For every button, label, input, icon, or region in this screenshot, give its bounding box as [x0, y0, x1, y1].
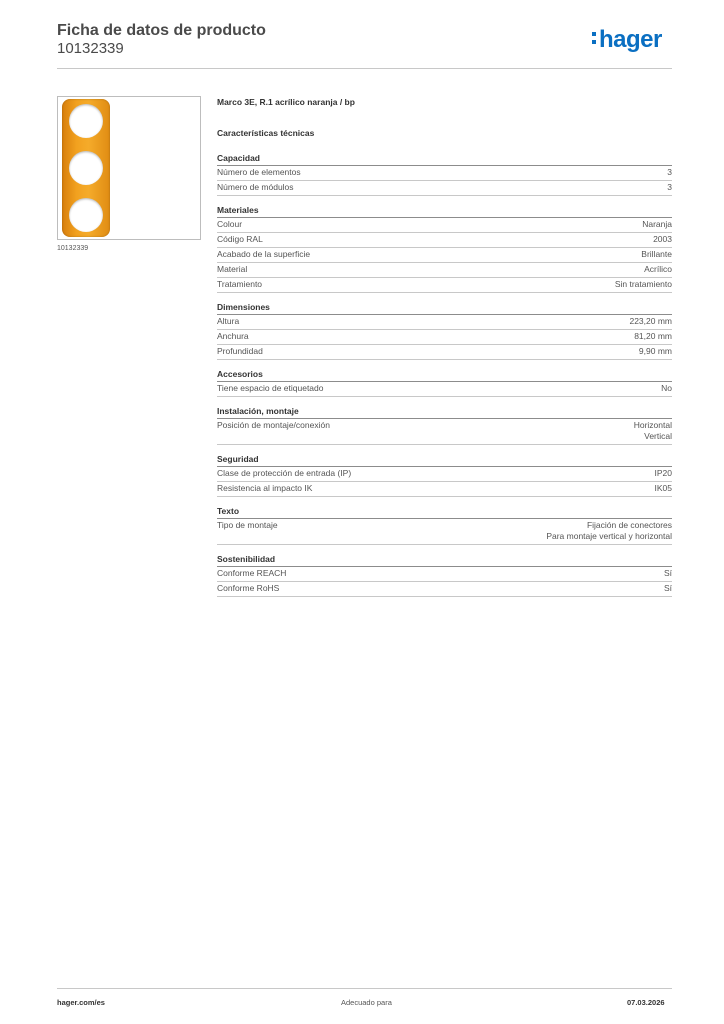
spec-value-line: Horizontal	[633, 420, 672, 430]
spec-row	[217, 315, 672, 330]
spec-group	[217, 506, 672, 545]
spec-value	[639, 346, 672, 357]
spec-row	[217, 567, 672, 582]
spec-value-line: Sin tratamiento	[614, 279, 672, 289]
spec-group	[217, 369, 672, 397]
spec-group-title: Instalación, montaje	[217, 406, 672, 419]
spec-row	[217, 482, 672, 497]
spec-group	[217, 406, 672, 445]
spec-label: Tratamiento	[217, 279, 263, 289]
spec-label: Colour	[217, 219, 243, 229]
spec-row	[217, 382, 672, 397]
spec-label: Tiene espacio de etiquetado	[217, 383, 324, 393]
spec-label: Conforme REACH	[217, 568, 287, 578]
spec-row	[217, 519, 672, 545]
spec-value	[634, 331, 672, 342]
spec-group	[217, 302, 672, 360]
spec-group-title: Texto	[217, 506, 672, 519]
spec-label: Altura	[217, 316, 240, 326]
spec-value	[655, 468, 673, 479]
technical-characteristics-heading: Características técnicas	[217, 128, 315, 138]
spec-value-line: Fijación de conectores	[586, 520, 672, 530]
spec-value	[655, 483, 673, 494]
spec-label: Código RAL	[217, 234, 263, 244]
spec-label: Profundidad	[217, 346, 263, 356]
spec-value-line: IP20	[654, 468, 672, 478]
spec-value	[667, 167, 672, 178]
spec-value-line: 81,20 mm	[634, 331, 672, 341]
plate-opening-2	[69, 151, 103, 185]
spec-value-line: Brillante	[641, 249, 672, 259]
spec-value	[653, 234, 672, 245]
spec-group-title: Materiales	[217, 205, 672, 218]
spec-label: Acabado de la superficie	[217, 249, 311, 259]
spec-row	[217, 330, 672, 345]
spec-group-title: Accesorios	[217, 369, 672, 382]
spec-value-line: 2003	[653, 234, 672, 244]
spec-row	[217, 467, 672, 482]
spec-value-line: Vertical	[644, 431, 672, 441]
spec-value	[642, 219, 672, 230]
spec-row	[217, 345, 672, 360]
spec-value	[629, 316, 672, 327]
header-divider	[57, 68, 672, 69]
spec-value-line: 3	[667, 182, 672, 192]
spec-label: Clase de protección de entrada (IP)	[217, 468, 352, 478]
spec-value-line: Acrílico	[644, 264, 672, 274]
spec-value	[615, 279, 672, 290]
spec-value	[634, 420, 672, 442]
product-image-caption: 10132339	[57, 245, 89, 252]
plate-opening-1	[69, 104, 103, 138]
spec-content	[217, 97, 672, 606]
spec-group	[217, 554, 672, 597]
footer-website: hager.com/es	[57, 998, 105, 1007]
footer-note: Adecuado para	[341, 998, 392, 1007]
spec-value	[667, 182, 672, 193]
product-title: Marco 3E, R.1 acrílico naranja / bp	[217, 97, 355, 107]
spec-group	[217, 454, 672, 497]
hager-logo	[592, 28, 662, 52]
logo-dots-icon	[592, 29, 597, 47]
spec-group-title: Sostenibilidad	[217, 554, 672, 567]
spec-groups	[217, 153, 672, 597]
product-code: 10132339	[57, 40, 124, 57]
spec-row	[217, 582, 672, 597]
spec-group-title: Dimensiones	[217, 302, 672, 315]
spec-value-line: Para montaje vertical y horizontal	[546, 531, 672, 541]
page-title: Ficha de datos de producto	[57, 22, 266, 39]
spec-row	[217, 181, 672, 196]
spec-row	[217, 248, 672, 263]
spec-row	[217, 233, 672, 248]
footer-divider	[57, 988, 672, 989]
spec-row	[217, 419, 672, 445]
spec-value-line: IK05	[654, 483, 672, 493]
plate-opening-3	[69, 198, 103, 232]
spec-value-line: Naranja	[642, 219, 672, 229]
spec-group	[217, 205, 672, 293]
spec-label: Conforme RoHS	[217, 583, 280, 593]
spec-row	[217, 278, 672, 293]
product-image-frame-plate	[62, 99, 110, 237]
spec-group-title: Seguridad	[217, 454, 672, 467]
spec-value-line: Sí	[663, 583, 672, 593]
spec-value	[644, 264, 672, 275]
logo-text: hager	[599, 26, 662, 53]
spec-value	[546, 520, 672, 542]
spec-label: Resistencia al impacto IK	[217, 483, 313, 493]
spec-row	[217, 263, 672, 278]
spec-row	[217, 166, 672, 181]
spec-value	[641, 249, 672, 260]
spec-label: Número de módulos	[217, 182, 294, 192]
spec-label: Número de elementos	[217, 167, 301, 177]
spec-value	[664, 583, 672, 594]
footer-date: 07.03.2026	[627, 998, 665, 1007]
spec-label: Tipo de montaje	[217, 520, 278, 530]
spec-value-line: Sí	[663, 568, 672, 578]
spec-label: Posición de montaje/conexión	[217, 420, 330, 430]
spec-row	[217, 218, 672, 233]
spec-value-line: 3	[667, 167, 672, 177]
spec-value	[664, 568, 672, 579]
spec-group-title: Capacidad	[217, 153, 672, 166]
spec-value-line: 223,20 mm	[629, 316, 672, 326]
spec-value-line: 9,90 mm	[638, 346, 672, 356]
spec-label: Anchura	[217, 331, 249, 341]
spec-label: Material	[217, 264, 248, 274]
spec-group	[217, 153, 672, 196]
spec-value-line: No	[661, 383, 672, 393]
spec-value	[661, 383, 672, 394]
